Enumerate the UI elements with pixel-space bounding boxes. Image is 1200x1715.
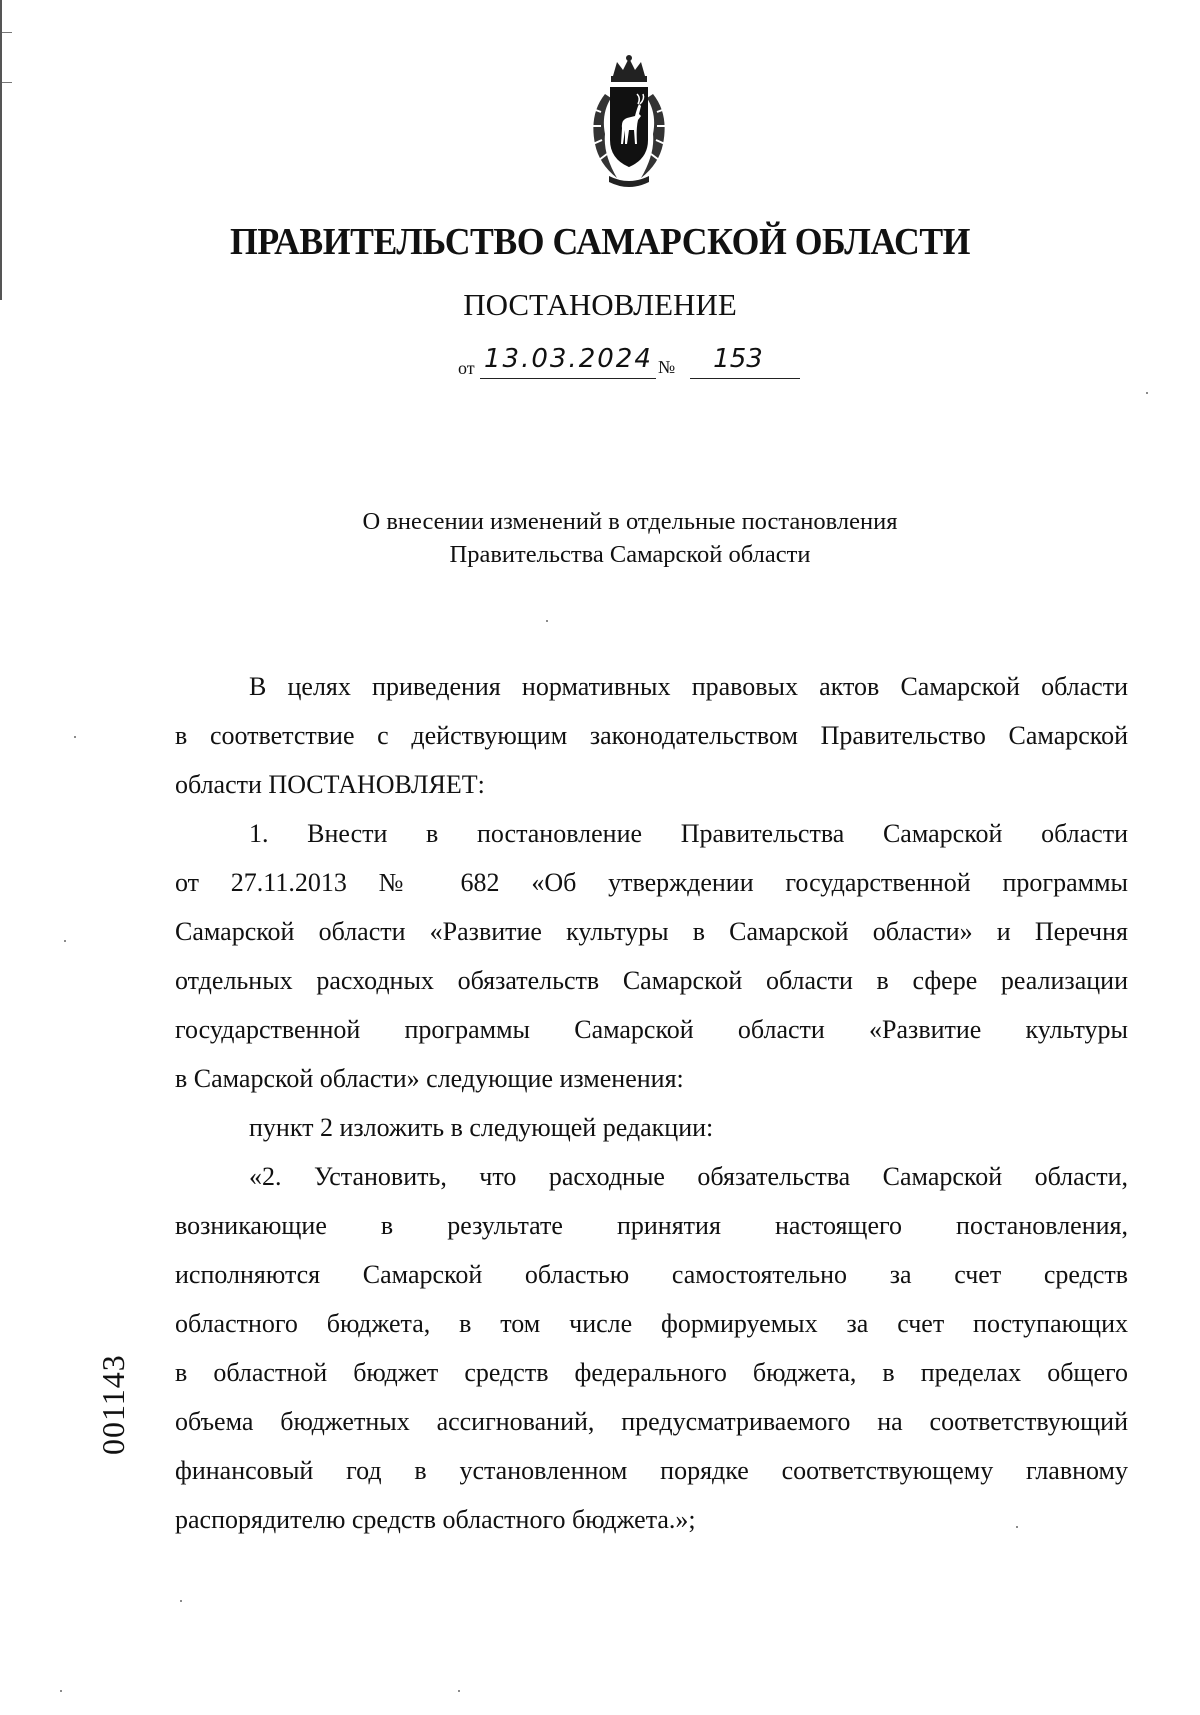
scan-speck (546, 620, 548, 622)
scan-speck (1146, 392, 1148, 394)
body-line: В целях приведения нормативных правовых актов Самарской области (249, 672, 1128, 701)
government-title: ПРАВИТЕЛЬСТВО САМАРСКОЙ ОБЛАСТИ (230, 221, 970, 263)
body-line: в областной бюджет средств федерального бюджета, в пределах общего (175, 1358, 1128, 1387)
body-line: от 27.11.2013 № 682 «Об утверждении государственной программы (175, 868, 1128, 897)
scan-speck (64, 940, 66, 942)
body-line: финансовый год в установленном порядке соответствующему главному (175, 1456, 1128, 1485)
document-subject (240, 505, 1020, 571)
body-line: Самарской области «Развитие культуры в Самарской области» и Перечня (175, 917, 1128, 946)
scan-speck (458, 1690, 460, 1692)
handwritten-number: 153 (713, 344, 763, 374)
date-underline (480, 378, 656, 379)
scan-speck (60, 1690, 62, 1692)
scan-speck (180, 1600, 182, 1602)
registration-stamp-number: 001143 (95, 1354, 131, 1455)
subject-line: О внесении изменений в отдельные постановления (362, 508, 898, 535)
body-line: возникающие в результате принятия настоящего постановления, (175, 1211, 1128, 1240)
body-line: в Самарской области» следующие изменения: (175, 1064, 684, 1093)
handwritten-date: 13.03.2024 (484, 344, 653, 374)
scan-speck (74, 736, 76, 738)
scan-edge-mark (2, 82, 12, 83)
number-label: № (658, 357, 676, 377)
body-line: области ПОСТАНОВЛЯЕТ: (175, 770, 485, 799)
number-underline (690, 378, 800, 379)
body-line: 1. Внести в постановление Правительства Самарской области (249, 819, 1128, 848)
subject-line: Правительства Самарской области (449, 541, 811, 568)
date-label: от (458, 358, 475, 378)
document-type: ПОСТАНОВЛЕНИЕ (463, 287, 737, 322)
body-line: в соответствие с действующим законодательством Правительство Самарской (175, 721, 1128, 750)
scan-edge-line (0, 0, 2, 300)
body-line: объема бюджетных ассигнований, предусматриваемого на соответствующий (175, 1407, 1128, 1436)
body-line: отдельных расходных обязательств Самарской области в сфере реализации (175, 966, 1128, 995)
body-line: распорядителю средств областного бюджета.»; (175, 1505, 696, 1534)
body-line: исполняются Самарской областью самостоятельно за счет средств (175, 1260, 1128, 1289)
body-line: областного бюджета, в том числе формируемых за счет поступающих (175, 1309, 1128, 1338)
body-line: пункт 2 изложить в следующей редакции: (249, 1113, 714, 1142)
scan-speck (1016, 1526, 1018, 1528)
body-line: государственной программы Самарской области «Развитие культуры (175, 1015, 1128, 1044)
coat-of-arms-icon (583, 54, 675, 190)
scan-edge-mark (2, 32, 12, 33)
body-line: «2. Установить, что расходные обязательства Самарской области, (249, 1162, 1128, 1191)
